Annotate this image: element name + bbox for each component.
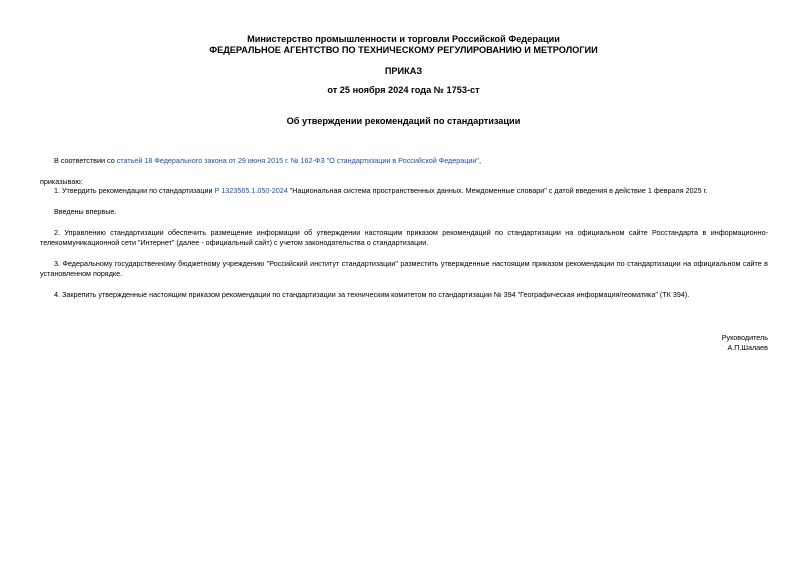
preamble-suffix: , (478, 156, 481, 165)
signer-name: А.П.Шалаев (727, 343, 768, 352)
preamble-paragraph (40, 156, 768, 166)
order-title: ПРИКАЗ (384, 66, 423, 76)
ministry-name: Министерство промышленности и торговли Российской Федерации (247, 34, 560, 44)
law-link[interactable]: статьей 18 Федерального закона от 29 июня 2015 г. № 162-ФЗ "О стандартизации в Российской Федерации" (116, 156, 479, 165)
order-subject: Об утверждении рекомендаций по стандартизации (286, 116, 521, 126)
agency-name: ФЕДЕРАЛЬНОЕ АГЕНТСТВО ПО ТЕХНИЧЕСКОМУ РЕГУЛИРОВАНИЮ И МЕТРОЛОГИИ (209, 45, 598, 55)
item-1-paragraph (40, 186, 768, 196)
preamble-prefix: В соответствии со (54, 156, 117, 165)
document-header (0, 34, 807, 56)
signature-block (722, 333, 768, 353)
order-date: от 25 ноября 2024 года № 1753-ст (327, 85, 480, 95)
order-word: приказываю: (40, 177, 83, 186)
introduced-note: Введены впервые. (54, 207, 117, 216)
item-1-suffix: "Национальная система пространственных данных. Междоменные словари" с датой введения в действие 1 февраля 2025 г. (287, 186, 708, 195)
item-4-paragraph: 4. Закрепить утвержденные настоящим приказом рекомендации по стандартизации за техническим комитетом по стандартизации № 394 "Географическая информация/геоматика" (ТК 394). (54, 290, 690, 299)
signer-position: Руководитель (721, 333, 768, 342)
item-2-paragraph: 2. Управлению стандартизации обеспечить размещение информации об утверждении настоящим приказом рекомендаций по стандартизации на официальном сайте Росстандарта в информационно-телекоммуникационной сети "Интернет" (далее - официальный сайт) с учетом законодательства о стандартизации. (40, 228, 768, 247)
item-3-paragraph: 3. Федеральному государственному бюджетному учреждению "Российский институт стандартизации" разместить утвержденные настоящим приказом рекомендации по стандартизации на официальном сайте в установленном порядке. (40, 259, 768, 278)
recommendation-link[interactable]: Р 1323565.1.050-2024 (214, 186, 288, 195)
item-1-prefix: 1. Утвердить рекомендации по стандартизации (54, 186, 215, 195)
